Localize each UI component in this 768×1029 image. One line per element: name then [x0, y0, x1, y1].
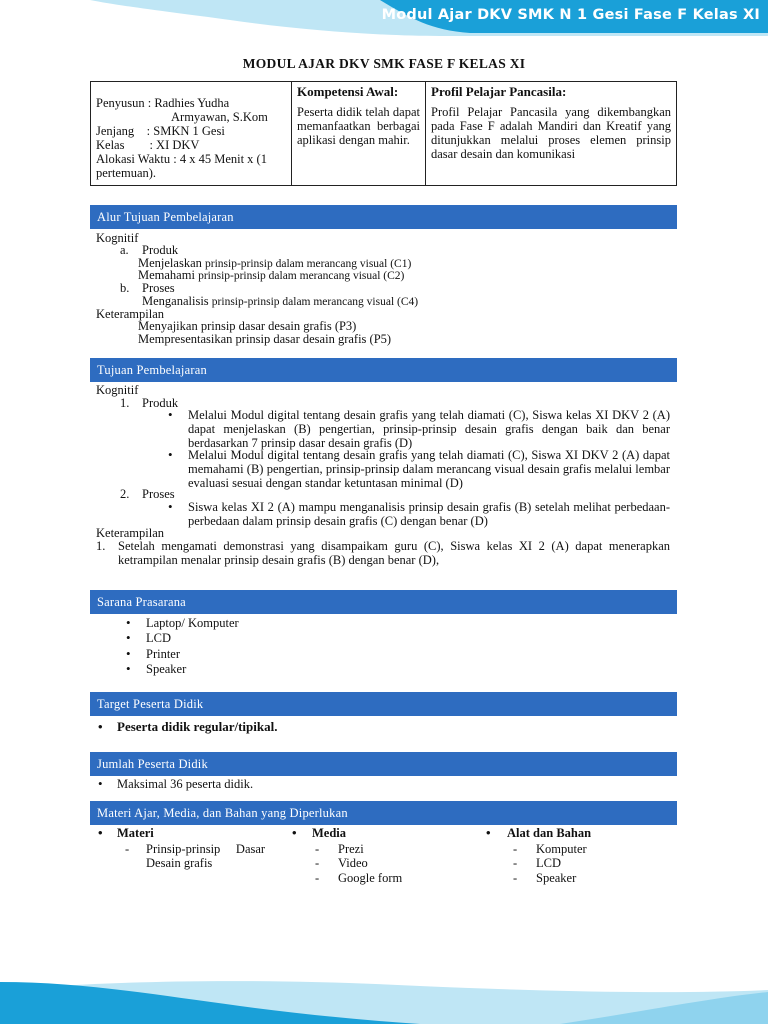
atp-a-label: Produk [142, 243, 179, 257]
atp-b-label: Proses [142, 281, 175, 295]
tp-produk: Produk [142, 396, 179, 410]
kelas-line: Kelas : XI DKV [96, 138, 200, 152]
document-title: MODUL AJAR DKV SMK FASE F KELAS XI [242, 56, 526, 71]
tp-keterampilan: Keterampilan [96, 526, 165, 540]
atp-k1: Menyajikan prinsip dasar desain grafis (P3) [138, 319, 357, 333]
profil-cell [426, 82, 677, 186]
sarana-item: LCD [146, 631, 171, 645]
dash-mark: - [315, 871, 320, 885]
atp-a-mark: a. [120, 243, 129, 257]
target-item: Peserta didik regular/tipikal. [117, 719, 278, 734]
dash-mark: - [315, 842, 320, 856]
tp-kognitif: Kognitif [96, 383, 139, 397]
atp-b1: Menganalisis prinsip-prinsip dalam merancang visual (C4) [142, 294, 419, 308]
kompetensi-cell [292, 82, 426, 186]
materi-col1-item: Prinsip-prinsip Dasar [146, 842, 266, 856]
materi-col3-item: Komputer [536, 842, 587, 856]
section-header-sarana: Sarana Prasarana [90, 590, 677, 614]
bullet-icon: • [126, 615, 131, 630]
materi-col3-item: LCD [536, 856, 561, 870]
tp-produk-1: Melalui Modul digital tentang desain grafis yang telah diamati (C), Siswa kelas XI DKV 2 (A) dapat menjelaskan (B) pengertian, prinsip-prinsip desain grafis dengan baik dan benar berdasarkan 7 prinsip dasar desain grafis (D) [188, 408, 670, 450]
materi-col3-item: Speaker [536, 871, 577, 885]
dash-mark: - [315, 856, 320, 870]
dash-mark: - [513, 856, 518, 870]
footer-band [0, 972, 768, 1024]
bullet-icon: • [168, 407, 173, 422]
materi-col2-title: Media [312, 826, 347, 840]
tp-keterampilan-1: Setelah mengamati demonstrasi yang disampaikam guru (C), Siswa kelas XI 2 (A) dapat menerapkan ketrampilan menalar prinsip desain grafis (B) dengan benar (D), [118, 539, 670, 567]
kompetensi-title: Kompetensi Awal: [297, 84, 399, 99]
bullet-icon: • [168, 447, 173, 462]
section-header-tp: Tujuan Pembelajaran [90, 358, 677, 382]
dash-mark: - [513, 842, 518, 856]
atp-a2: Memahami prinsip-prinsip dalam merancang visual (C2) [138, 268, 405, 282]
jumlah-item: Maksimal 36 peserta didik. [117, 777, 254, 791]
materi-col1-item-cont: Desain grafis [146, 856, 213, 870]
sarana-item: Printer [146, 647, 181, 661]
penyusun-line: Penyusun : Radhies Yudha [96, 96, 230, 110]
identity-cell [91, 82, 292, 186]
jenjang-line: Jenjang : SMKN 1 Gesi [96, 124, 225, 138]
materi-col2-item: Google form [338, 871, 403, 885]
bullet-icon: • [98, 776, 103, 791]
bullet-icon: • [98, 719, 103, 734]
materi-col2-item: Video [338, 856, 368, 870]
bullet-icon: • [126, 646, 131, 661]
atp-keterampilan: Keterampilan [96, 307, 165, 321]
sarana-item: Laptop/ Komputer [146, 616, 239, 630]
bullet-icon: • [486, 825, 491, 840]
bullet-icon: • [98, 825, 103, 840]
bullet-icon: • [126, 630, 131, 645]
header-title: Modul Ajar DKV SMK N 1 Gesi Fase F Kelas XI [381, 7, 760, 23]
section-header-materi: Materi Ajar, Media, dan Bahan yang Diperlukan [90, 801, 677, 825]
tp-proses: Proses [142, 487, 175, 501]
tp-produk-2: Melalui Modul digital tentang desain grafis yang telah diamati (C), Siswa XI DKV 2 (A) dapat memahami (B) pengertian, prinsip-prinsip dalam merancang visual desain grafis melalui lembar evaluasi sesuai dengan standar ketuntasan minimal (D) [188, 448, 670, 490]
profil-title: Profil Pelajar Pancasila: [431, 84, 567, 99]
tp-kn-1: 1. [96, 539, 106, 553]
dash-mark: - [513, 871, 518, 885]
dash-mark: - [125, 842, 130, 856]
tp-num-1: 1. [120, 396, 130, 410]
tp-proses-1: Siswa kelas XI 2 (A) mampu menganalisis prinsip desain grafis (B) setelah melihat perbedaan-perbedaan dalam prinsip desain grafis (C) dengan benar (D) [188, 500, 670, 528]
materi-col1-title: Materi [117, 826, 154, 840]
bullet-icon: • [126, 661, 131, 676]
section-header-jumlah: Jumlah Peserta Didik [90, 752, 677, 776]
kompetensi-text: Peserta didik telah dapat memanfaatkan berbagai aplikasi dengan mahir. [297, 105, 420, 147]
bullet-icon: • [168, 499, 173, 514]
tp-num-2: 2. [120, 487, 130, 501]
footer-wave-graphic [0, 972, 768, 1024]
section-header-target: Target Peserta Didik [90, 692, 677, 716]
info-table [90, 81, 677, 186]
profil-text: Profil Pelajar Pancasila yang dikembangkan pada Fase F adalah Mandiri dan Kreatif yang ditunjukkan melalui proses elemen prinsip dasar desain dan komunikasi [431, 105, 671, 161]
materi-col2-item: Prezi [338, 842, 364, 856]
atp-k2: Mempresentasikan prinsip dasar desain grafis (P5) [138, 332, 392, 346]
section-header-atp: Alur Tujuan Pembelajaran [90, 205, 677, 229]
atp-kognitif: Kognitif [96, 231, 139, 245]
atp-b-mark: b. [120, 281, 130, 295]
atp-a1: Menjelaskan prinsip-prinsip dalam merancang visual (C1) [138, 256, 412, 270]
sarana-item: Speaker [146, 662, 187, 676]
header-band [0, 0, 768, 36]
materi-col3-title: Alat dan Bahan [507, 826, 592, 840]
alokasi-line: Alokasi Waktu : 4 x 45 Menit x (1 pertemuan). [96, 152, 267, 180]
penyusun-name-line: Armyawan, S.Kom [171, 110, 268, 124]
bullet-icon: • [292, 825, 297, 840]
